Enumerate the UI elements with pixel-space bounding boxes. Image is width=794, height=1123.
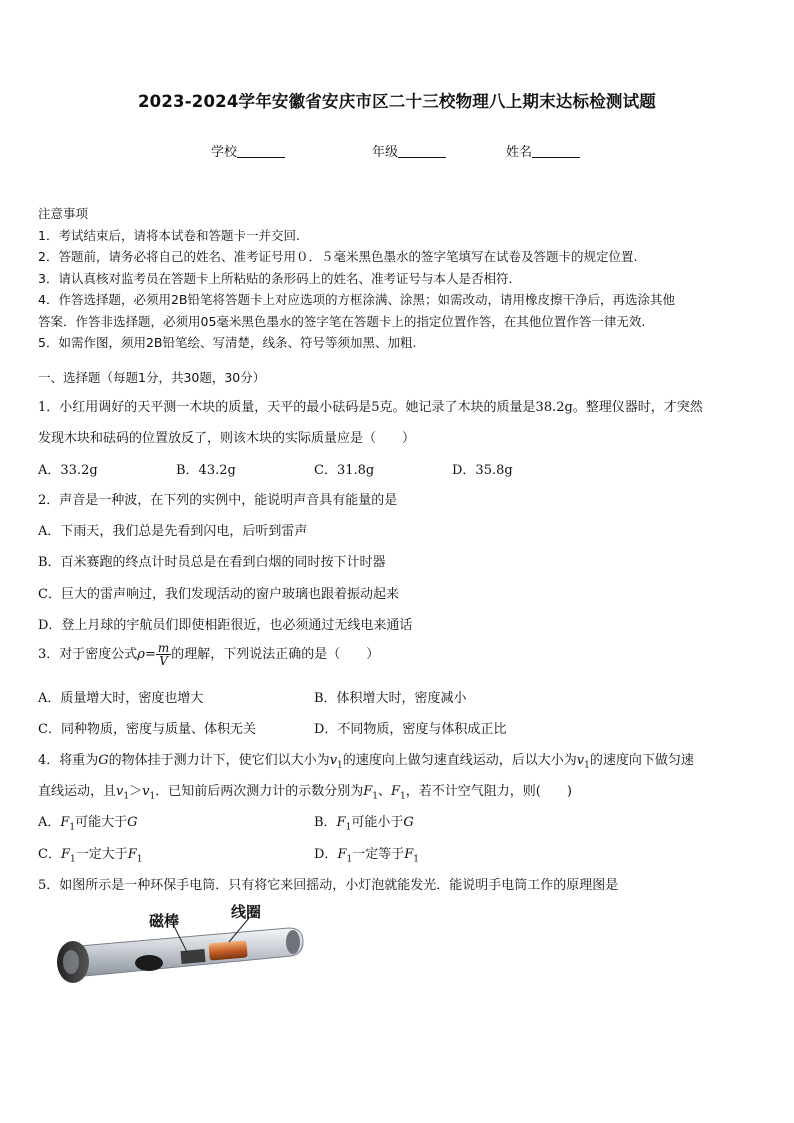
q4-text: 的速度向上做匀速直线运动，后以大小为 [342, 753, 577, 768]
notes-item: 3．请认真核对监考员在答题卡上所粘贴的条形码上的姓名、准考证号与本人是否相符. [38, 270, 513, 286]
q4-option-d[interactable] [314, 843, 419, 865]
weight-symbol: G [98, 753, 109, 768]
separator: 、 [378, 784, 392, 799]
notes-item: 2．答题前，请务必将自己的姓名、准考证号用０．５毫米黑色墨水的签字笔填写在试卷及答题卡的规定位置. [38, 249, 638, 264]
q1-option-b[interactable]: B．43.2g [176, 463, 236, 478]
q3-prefix: 3．对于密度公式 [38, 647, 138, 662]
school-label: 学校 [211, 145, 238, 160]
velocity-symbol: v [116, 784, 124, 799]
lens-reflection [63, 950, 79, 974]
weight-symbol: G [127, 815, 138, 830]
q1-option-d[interactable]: D．35.8g [452, 463, 513, 478]
q3-stem [38, 642, 379, 667]
rho-symbol: ρ [137, 647, 145, 662]
subscript: 1 [69, 822, 76, 833]
name-label: 姓名 [506, 145, 533, 160]
q3-option-c[interactable]: C．同种物质，密度与质量、体积无关 [38, 722, 256, 737]
q4-line2 [38, 780, 572, 802]
subscript: 1 [584, 760, 590, 771]
force-symbol: F [363, 784, 373, 799]
q2-option-d[interactable]: D．登上月球的宇航员们即使相距很近，也必须通过无线电来通话 [38, 618, 413, 633]
force-symbol: F [404, 847, 414, 862]
coil-label: 线圈 [231, 903, 262, 921]
q5-stem: 5．如图所示是一种环保手电筒．只有将它来回摇动，小灯泡就能发光．能说明手电筒工作的原理图是 [38, 878, 619, 893]
grade-blank[interactable] [398, 145, 446, 158]
school-field[interactable] [211, 141, 285, 160]
q1-option-a[interactable]: A．33.2g [38, 463, 98, 478]
force-symbol: F [337, 847, 347, 862]
notes-item: 答案．作答非选择题，必须用05毫米黑色墨水的签字笔在答题卡上的指定位置作答，在其他位置作答一律无效. [38, 313, 646, 329]
q4-text: 直线运动，且 [38, 784, 117, 799]
subscript: 1 [123, 791, 130, 802]
magnet-label: 磁棒 [149, 912, 180, 930]
notes-item: 1．考试结束后，请将本试卷和答题卡一并交回. [38, 227, 300, 243]
q2-option-c[interactable]: C．巨大的雷声响过，我们发现活动的窗户玻璃也跟着振动起来 [38, 587, 399, 602]
equals-sign: = [144, 647, 156, 662]
weight-symbol: G [403, 815, 414, 830]
subscript: 1 [136, 854, 143, 865]
q4-line1 [38, 749, 694, 771]
subscript: 1 [413, 854, 419, 865]
option-letter: D． [314, 847, 338, 862]
q4-option-c[interactable] [38, 843, 143, 865]
option-letter: C． [38, 847, 61, 862]
flashlight-figure [45, 902, 307, 992]
q2-stem: 2．声音是一种波，在下列的实例中，能说明声音具有能量的是 [38, 493, 398, 508]
subscript: 1 [337, 760, 343, 771]
option-letter: B． [314, 815, 337, 830]
notes-item: 4．作答选择题，必须用2B铅笔将答题卡上对应选项的方框涂满、涂黑；如需改动，请用橡皮擦干净后，再选涂其他 [38, 292, 675, 307]
magnet-bar [181, 949, 206, 964]
fraction-denominator: V [159, 654, 168, 668]
q4-option-a[interactable] [38, 811, 138, 833]
notes-item: 5．如需作图，须用2B铅笔绘、写清楚，线条、符号等须加黑、加粗. [38, 335, 417, 350]
density-fraction [156, 642, 171, 667]
grade-label: 年级 [372, 145, 399, 160]
option-text: 可能小于 [351, 815, 404, 830]
force-symbol: F [60, 847, 70, 862]
subscript: 1 [346, 854, 353, 865]
option-letter: A． [38, 815, 61, 830]
force-symbol: F [127, 847, 137, 862]
name-field[interactable] [506, 141, 580, 160]
q2-option-b[interactable]: B．百米赛跑的终点计时员总是在看到白烟的同时按下计时器 [38, 555, 386, 570]
velocity-symbol: v [329, 753, 338, 768]
exam-title: 2023-2024学年安徽省安庆市区二十三校物理八上期末达标检测试题 [138, 92, 656, 111]
q3-suffix: 的理解，下列说法正确的是（ ） [171, 647, 380, 662]
subscript: 1 [400, 791, 406, 802]
exam-notes [38, 203, 758, 354]
q4-option-b[interactable] [314, 811, 414, 833]
coil [208, 940, 247, 960]
q4-text: ，若不计空气阻力，则( ) [405, 784, 572, 799]
subscript: 1 [345, 822, 352, 833]
subscript: 1 [69, 854, 76, 865]
switch-button [135, 955, 163, 971]
grade-field[interactable] [372, 141, 446, 160]
section-title: 一、选择题（每题1分，共30题，30分） [38, 370, 266, 385]
q2-option-a[interactable]: A．下雨天，我们总是先看到闪电，后听到雷声 [38, 524, 308, 539]
option-text: 可能大于 [75, 815, 128, 830]
q4-text: ．已知前后两次测力计的示数分别为 [155, 784, 364, 799]
greater-than: ＞ [129, 784, 143, 799]
end-cap [286, 930, 300, 954]
school-blank[interactable] [237, 145, 285, 158]
q3-option-a[interactable]: A．质量增大时，密度也增大 [38, 691, 204, 706]
notes-heading: 注意事项 [38, 206, 89, 221]
q1-line2: 发现木块和砝码的位置放反了，则该木块的实际质量应是（ ） [38, 431, 416, 446]
q4-text: 的物体挂于测力计下，使它们以大小为 [108, 753, 330, 768]
q4-text: 的速度向下做匀速 [589, 753, 694, 768]
q4-text: 4．将重为 [38, 753, 99, 768]
q1-option-c[interactable]: C．31.8g [314, 463, 375, 478]
subscript: 1 [149, 791, 156, 802]
fraction-numerator: m [157, 641, 170, 655]
q1-line1: 1．小红用调好的天平测一木块的质量，天平的最小砝码是5克。她记录了木块的质量是38.2g。整理仪器时，才突然 [38, 400, 703, 415]
force-symbol: F [60, 815, 70, 830]
q3-option-b[interactable]: B．体积增大时，密度减小 [314, 691, 467, 706]
force-symbol: F [336, 815, 346, 830]
name-blank[interactable] [532, 145, 580, 158]
subscript: 1 [372, 791, 378, 802]
force-symbol: F [391, 784, 401, 799]
option-text: 一定大于 [75, 847, 128, 862]
option-text: 一定等于 [352, 847, 405, 862]
q3-option-d[interactable]: D．不同物质，密度与体积成正比 [314, 722, 507, 737]
velocity-symbol: v [142, 784, 150, 799]
velocity-symbol: v [576, 753, 585, 768]
